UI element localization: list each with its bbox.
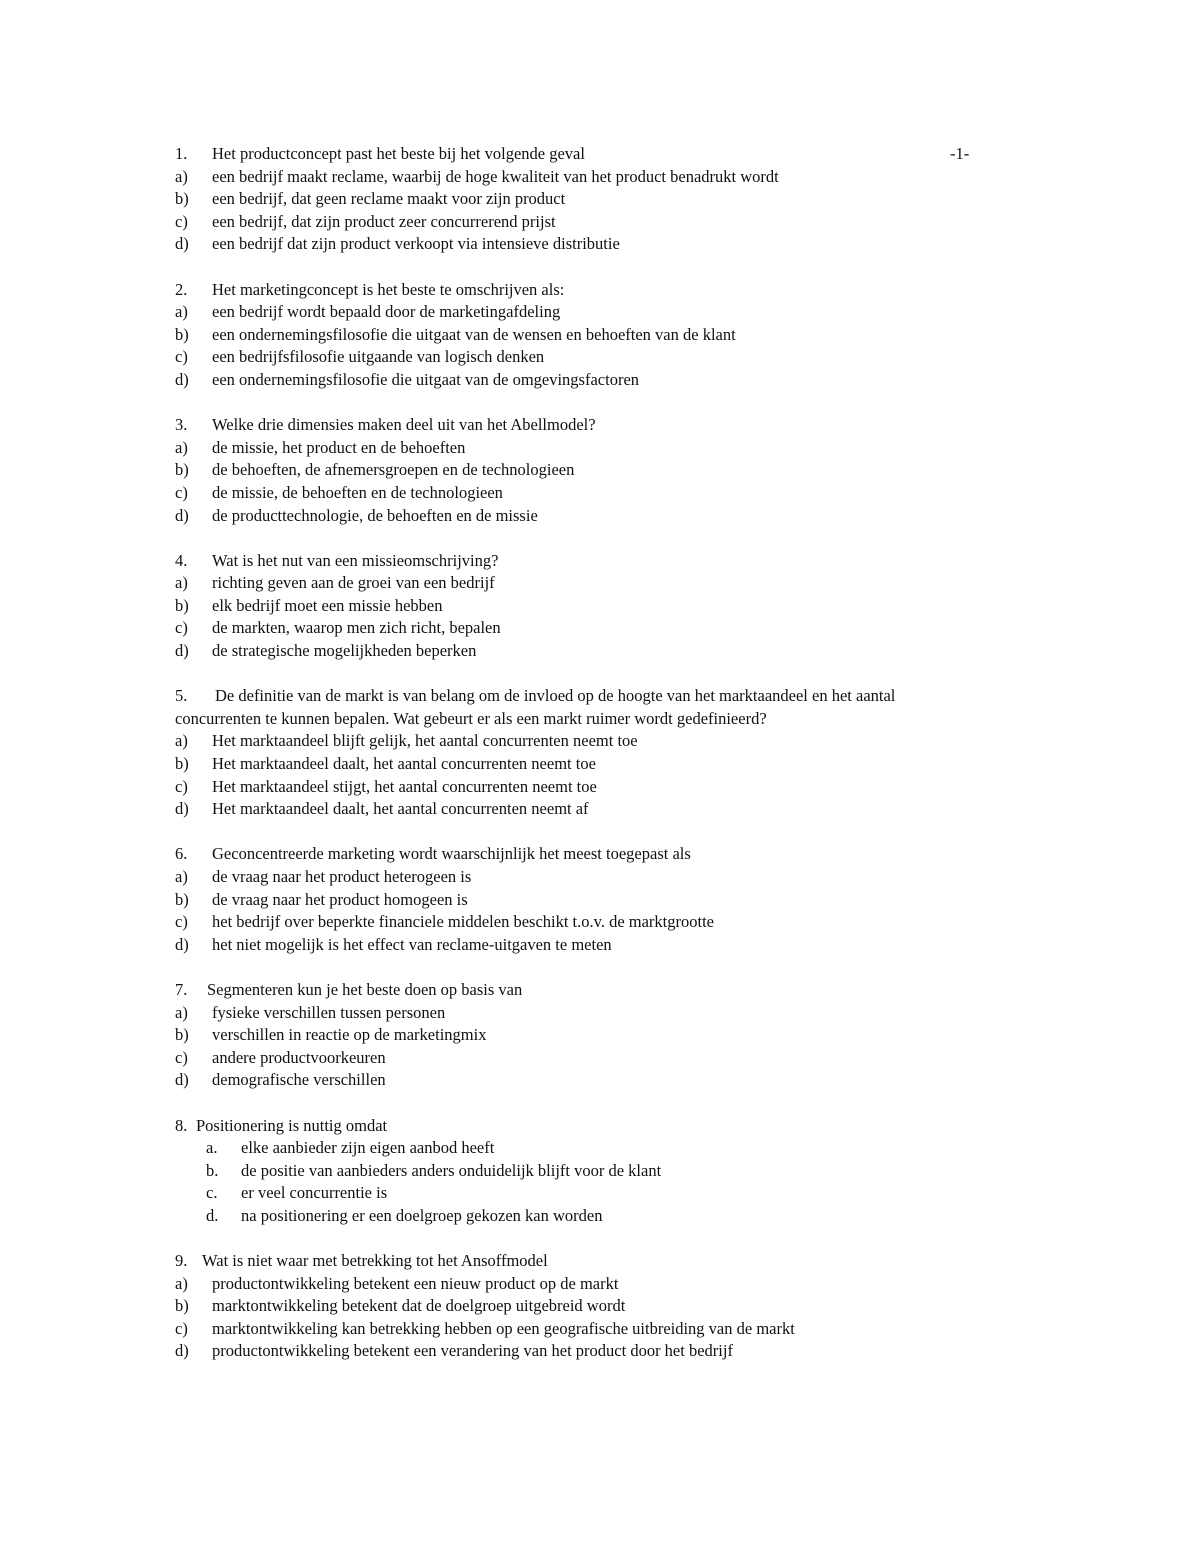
- option-text: productontwikkeling betekent een nieuw product op de markt: [212, 1273, 619, 1293]
- question-text: Segmenteren kun je het beste doen op basis van: [207, 979, 523, 999]
- option-text: Het marktaandeel daalt, het aantal concurrenten neemt af: [212, 799, 589, 819]
- question-list: [175, 143, 1005, 1386]
- option-marker: c.: [206, 1183, 218, 1203]
- question-text: Welke drie dimensies maken deel uit van het Abellmodel?: [212, 415, 596, 435]
- option-marker: a): [175, 867, 188, 886]
- question-number: 8.: [175, 1115, 188, 1135]
- option-marker: d): [175, 234, 189, 254]
- option-text: elk bedrijf moet een missie hebben: [212, 595, 443, 615]
- answer-option: [175, 617, 1005, 640]
- answer-option: [175, 572, 1005, 595]
- answer-option: [175, 324, 1005, 347]
- option-text: elke aanbieder zijn eigen aanbod heeft: [241, 1138, 495, 1158]
- answer-option: [175, 166, 1005, 189]
- option-marker: a): [175, 1002, 188, 1022]
- answer-option: [175, 730, 1005, 753]
- answer-option: [175, 346, 1005, 369]
- answer-option: [175, 889, 1005, 912]
- option-marker: d): [175, 799, 189, 819]
- question-2: [175, 279, 1005, 392]
- option-marker: b): [175, 324, 189, 344]
- option-text: een bedrijf dat zijn product verkoopt via intensieve distributie: [212, 234, 620, 254]
- answer-option: [175, 911, 1005, 934]
- option-marker: d): [175, 1070, 189, 1090]
- option-marker: a.: [206, 1138, 218, 1158]
- answer-option: [175, 459, 1005, 482]
- option-text: een bedrijf, dat zijn product zeer concurrerend prijst: [212, 211, 556, 231]
- page-number: -1-: [950, 144, 970, 163]
- answer-option: [175, 595, 1005, 618]
- option-marker: a): [175, 573, 188, 593]
- answer-option: [175, 437, 1005, 460]
- answer-option: [175, 1295, 1005, 1318]
- option-marker: b): [175, 889, 189, 909]
- option-text: een ondernemingsfilosofie die uitgaat van de wensen en behoeften van de klant: [212, 324, 736, 344]
- question-stem: [175, 843, 1005, 866]
- option-text: de strategische mogelijkheden beperken: [212, 641, 477, 661]
- question-7: [175, 979, 1005, 1092]
- question-text: De definitie van de markt is van belang om de invloed op de hoogte van het marktaandeel en het aantal concurrenten te kunnen bepalen. Wat gebeurt er als een markt ruimer wordt gedefinieerd?: [175, 686, 896, 728]
- answer-option: [175, 1137, 1005, 1160]
- option-text: productontwikkeling betekent een verandering van het product door het bedrijf: [212, 1341, 733, 1361]
- question-3: [175, 414, 1005, 527]
- question-9: [175, 1250, 1005, 1363]
- option-text: de missie, de behoeften en de technologieen: [212, 482, 503, 502]
- option-marker: a): [175, 166, 188, 186]
- option-marker: d): [175, 369, 189, 389]
- answer-option: [175, 1205, 1005, 1228]
- option-marker: c): [175, 482, 188, 502]
- option-marker: b): [175, 754, 189, 774]
- question-text: Wat is niet waar met betrekking tot het Ansoffmodel: [202, 1251, 548, 1271]
- answer-option: [175, 1273, 1005, 1296]
- option-text: de vraag naar het product homogeen is: [212, 889, 468, 909]
- question-text: Wat is het nut van een missieomschrijving?: [212, 550, 499, 570]
- option-marker: d): [175, 934, 189, 954]
- question-stem: [175, 414, 1005, 437]
- option-text: marktontwikkeling kan betrekking hebben op een geografische uitbreiding van de markt: [212, 1318, 795, 1338]
- option-text: Het marktaandeel daalt, het aantal concurrenten neemt toe: [212, 754, 596, 774]
- question-stem: [175, 1250, 1005, 1273]
- question-8: [175, 1115, 1005, 1228]
- question-text: Het productconcept past het beste bij het volgende geval: [212, 144, 585, 163]
- option-marker: b): [175, 595, 189, 615]
- question-stem: [175, 1115, 1005, 1138]
- option-marker: c): [175, 347, 188, 367]
- option-text: de behoeften, de afnemersgroepen en de technologieen: [212, 460, 575, 480]
- option-text: richting geven aan de groei van een bedrijf: [212, 573, 495, 593]
- option-marker: a): [175, 1273, 188, 1293]
- option-text: marktontwikkeling betekent dat de doelgroep uitgebreid wordt: [212, 1296, 626, 1316]
- answer-option: [175, 1182, 1005, 1205]
- option-text: een bedrijf, dat geen reclame maakt voor zijn product: [212, 189, 566, 209]
- answer-option: [175, 866, 1005, 889]
- option-marker: c): [175, 1318, 188, 1338]
- option-text: de missie, het product en de behoeften: [212, 437, 466, 457]
- question-5: [175, 685, 1005, 821]
- option-marker: d): [175, 641, 189, 661]
- option-text: demografische verschillen: [212, 1070, 386, 1090]
- option-text: een bedrijf wordt bepaald door de marketingafdeling: [212, 302, 561, 322]
- answer-option: [175, 1024, 1005, 1047]
- question-number: 6.: [175, 844, 188, 864]
- option-text: Het marktaandeel stijgt, het aantal concurrenten neemt toe: [212, 776, 597, 796]
- question-1: [175, 143, 1005, 256]
- option-marker: a): [175, 302, 188, 322]
- option-marker: b): [175, 189, 189, 209]
- option-text: de markten, waarop men zich richt, bepalen: [212, 618, 501, 638]
- question-text: Geconcentreerde marketing wordt waarschijnlijk het meest toegepast als: [212, 844, 691, 864]
- question-number: 7.: [175, 979, 188, 999]
- question-number: 3.: [175, 415, 188, 435]
- question-6: [175, 843, 1005, 956]
- question-stem: [175, 279, 1005, 302]
- option-marker: b): [175, 1025, 189, 1045]
- question-number: 1.: [175, 144, 188, 163]
- option-marker: c): [175, 912, 188, 932]
- option-marker: c): [175, 211, 188, 231]
- answer-option: [175, 934, 1005, 957]
- option-marker: b.: [206, 1160, 219, 1180]
- option-text: Het marktaandeel blijft gelijk, het aantal concurrenten neemt toe: [212, 731, 638, 751]
- option-marker: c): [175, 1047, 188, 1067]
- option-text: een bedrijfsfilosofie uitgaande van logisch denken: [212, 347, 545, 367]
- option-marker: a): [175, 437, 188, 457]
- answer-option: [175, 1002, 1005, 1025]
- option-marker: d.: [206, 1205, 219, 1225]
- option-text: het bedrijf over beperkte financiele middelen beschikt t.o.v. de marktgrootte: [212, 912, 714, 932]
- question-number: 5.: [175, 686, 188, 706]
- answer-option: [175, 1160, 1005, 1183]
- question-text: Positionering is nuttig omdat: [196, 1115, 388, 1135]
- answer-option: [175, 369, 1005, 392]
- question-number: 9.: [175, 1251, 188, 1271]
- question-stem: [175, 143, 1005, 166]
- question-stem: [175, 550, 1005, 573]
- option-marker: b): [175, 1296, 189, 1316]
- answer-option: [175, 1340, 1005, 1363]
- answer-option: [175, 640, 1005, 663]
- option-text: het niet mogelijk is het effect van reclame-uitgaven te meten: [212, 934, 612, 954]
- answer-option: [175, 301, 1005, 324]
- answer-option: [175, 1047, 1005, 1070]
- option-text: een bedrijf maakt reclame, waarbij de hoge kwaliteit van het product benadrukt wordt: [212, 166, 779, 186]
- option-marker: c): [175, 776, 188, 796]
- option-text: een ondernemingsfilosofie die uitgaat van de omgevingsfactoren: [212, 369, 640, 389]
- answer-option: [175, 1069, 1005, 1092]
- option-marker: a): [175, 731, 188, 751]
- option-text: de positie van aanbieders anders onduidelijk blijft voor de klant: [241, 1160, 662, 1180]
- answer-option: [175, 776, 1005, 799]
- option-text: de producttechnologie, de behoeften en de missie: [212, 505, 538, 525]
- option-marker: d): [175, 505, 189, 525]
- answer-option: [175, 1318, 1005, 1341]
- answer-option: [175, 505, 1005, 528]
- question-stem: [175, 979, 1005, 1002]
- option-marker: d): [175, 1341, 189, 1361]
- answer-option: [175, 188, 1005, 211]
- option-marker: c): [175, 618, 188, 638]
- option-marker: b): [175, 460, 189, 480]
- question-number: 2.: [175, 279, 188, 299]
- answer-option: [175, 233, 1005, 256]
- question-stem: [175, 685, 980, 730]
- question-4: [175, 550, 1005, 663]
- question-text: Het marketingconcept is het beste te omschrijven als:: [212, 279, 565, 299]
- answer-option: [175, 753, 1005, 776]
- answer-option: [175, 482, 1005, 505]
- option-text: fysieke verschillen tussen personen: [212, 1002, 446, 1022]
- option-text: andere productvoorkeuren: [212, 1047, 386, 1067]
- option-text: er veel concurrentie is: [241, 1183, 388, 1203]
- option-text: na positionering er een doelgroep gekozen kan worden: [241, 1205, 603, 1225]
- option-text: verschillen in reactie op de marketingmix: [212, 1025, 487, 1045]
- answer-option: [175, 211, 1005, 234]
- option-text: de vraag naar het product heterogeen is: [212, 867, 472, 886]
- answer-option: [175, 798, 1005, 821]
- question-number: 4.: [175, 550, 188, 570]
